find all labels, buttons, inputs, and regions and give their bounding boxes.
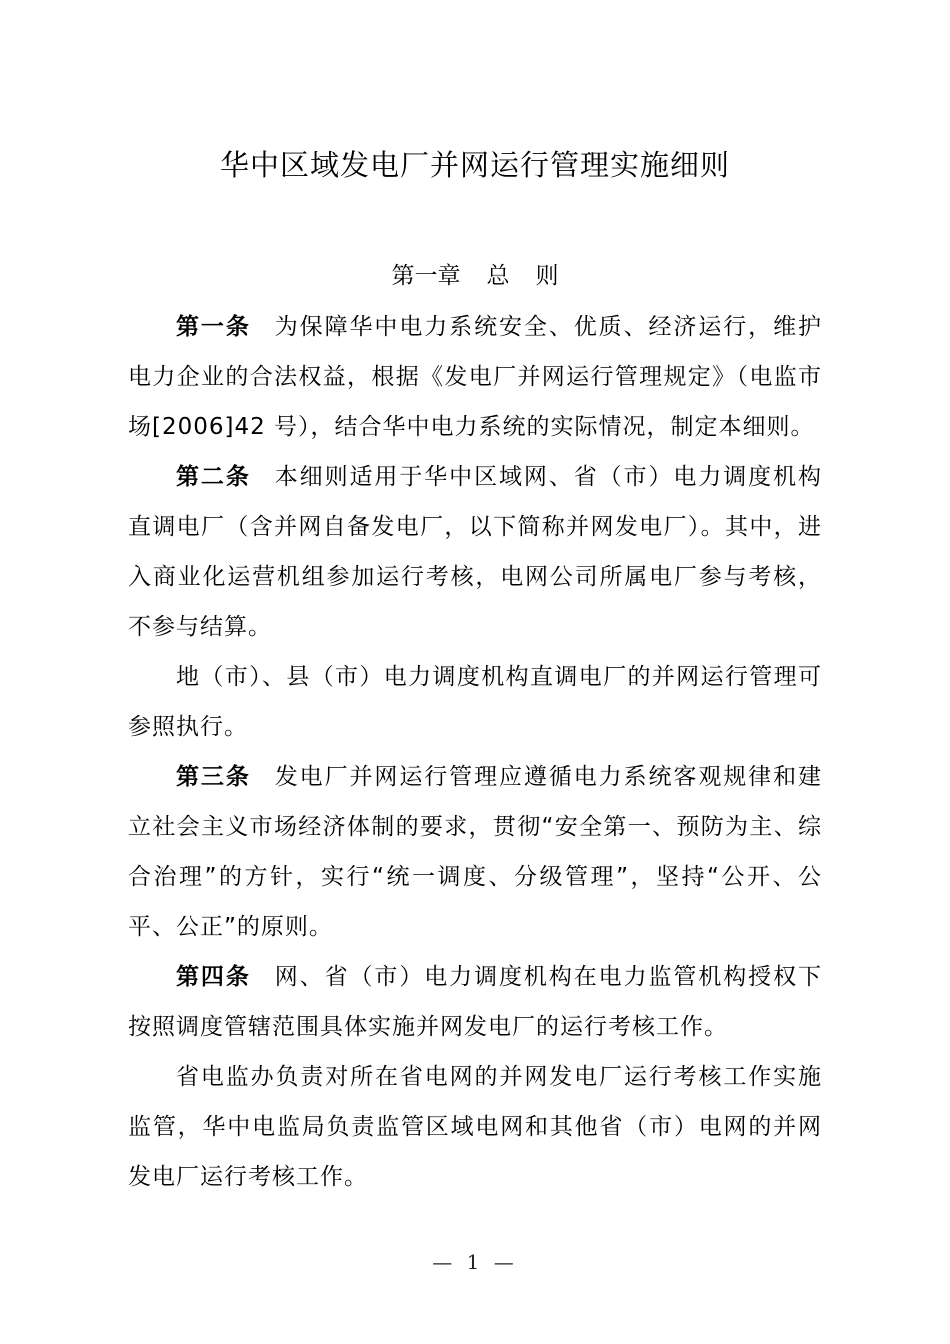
chapter-heading [0,256,950,296]
article-1-text: 为保障华中电力系统安全、优质、经济运行，维护电力企业的合法权益，根据《发电厂并网运行管理规定》（电监市场[2006]42 号），结合华中电力系统的实际情况，制定本细则。 [128,314,822,440]
chapter-title-char-1: 总 [486,263,510,289]
article-4-continuation-text: 省电监办负责对所在省电网的并网发电厂运行考核工作实施监管，华中电监局负责监管区域电网和其他省（市）电网的并网发电厂运行考核工作。 [128,1064,822,1190]
document-title: 华中区域发电厂并网运行管理实施细则 [219,148,730,182]
article-4-paragraph [128,952,822,1052]
page-number: — 1 — [432,1250,518,1274]
article-2-continuation-text: 地（市）、县（市）电力调度机构直调电厂的并网运行管理可参照执行。 [128,664,822,740]
article-3-text: 发电厂并网运行管理应遵循电力系统客观规律和建立社会主义市场经济体制的要求，贯彻“安全第一、预防为主、综合治理”的方针，实行“统一调度、分级管理”，坚持“公开、公平、公正”的原则。 [128,764,822,940]
article-2-text: 本细则适用于华中区域网、省（市）电力调度机构直调电厂（含并网自备发电厂，以下简称并网发电厂）。其中，进入商业化运营机组参加运行考核，电网公司所属电厂参与考核，不参与结算。 [128,464,822,640]
chapter-title-char-2: 则 [535,263,559,289]
article-4-text: 网、省（市）电力调度机构在电力监管机构授权下按照调度管辖范围具体实施并网发电厂的运行考核工作。 [128,964,822,1040]
article-2-label: 第二条 [176,464,251,490]
article-2-continuation [128,652,822,752]
article-4-continuation [128,1052,822,1202]
article-1-label: 第一条 [176,314,251,340]
article-3-paragraph [128,752,822,952]
article-2-paragraph [128,452,822,652]
article-4-label: 第四条 [176,964,251,990]
article-3-label: 第三条 [176,764,251,790]
document-body [128,302,822,1202]
chapter-number: 第一章 [391,263,461,289]
article-1-paragraph [128,302,822,452]
